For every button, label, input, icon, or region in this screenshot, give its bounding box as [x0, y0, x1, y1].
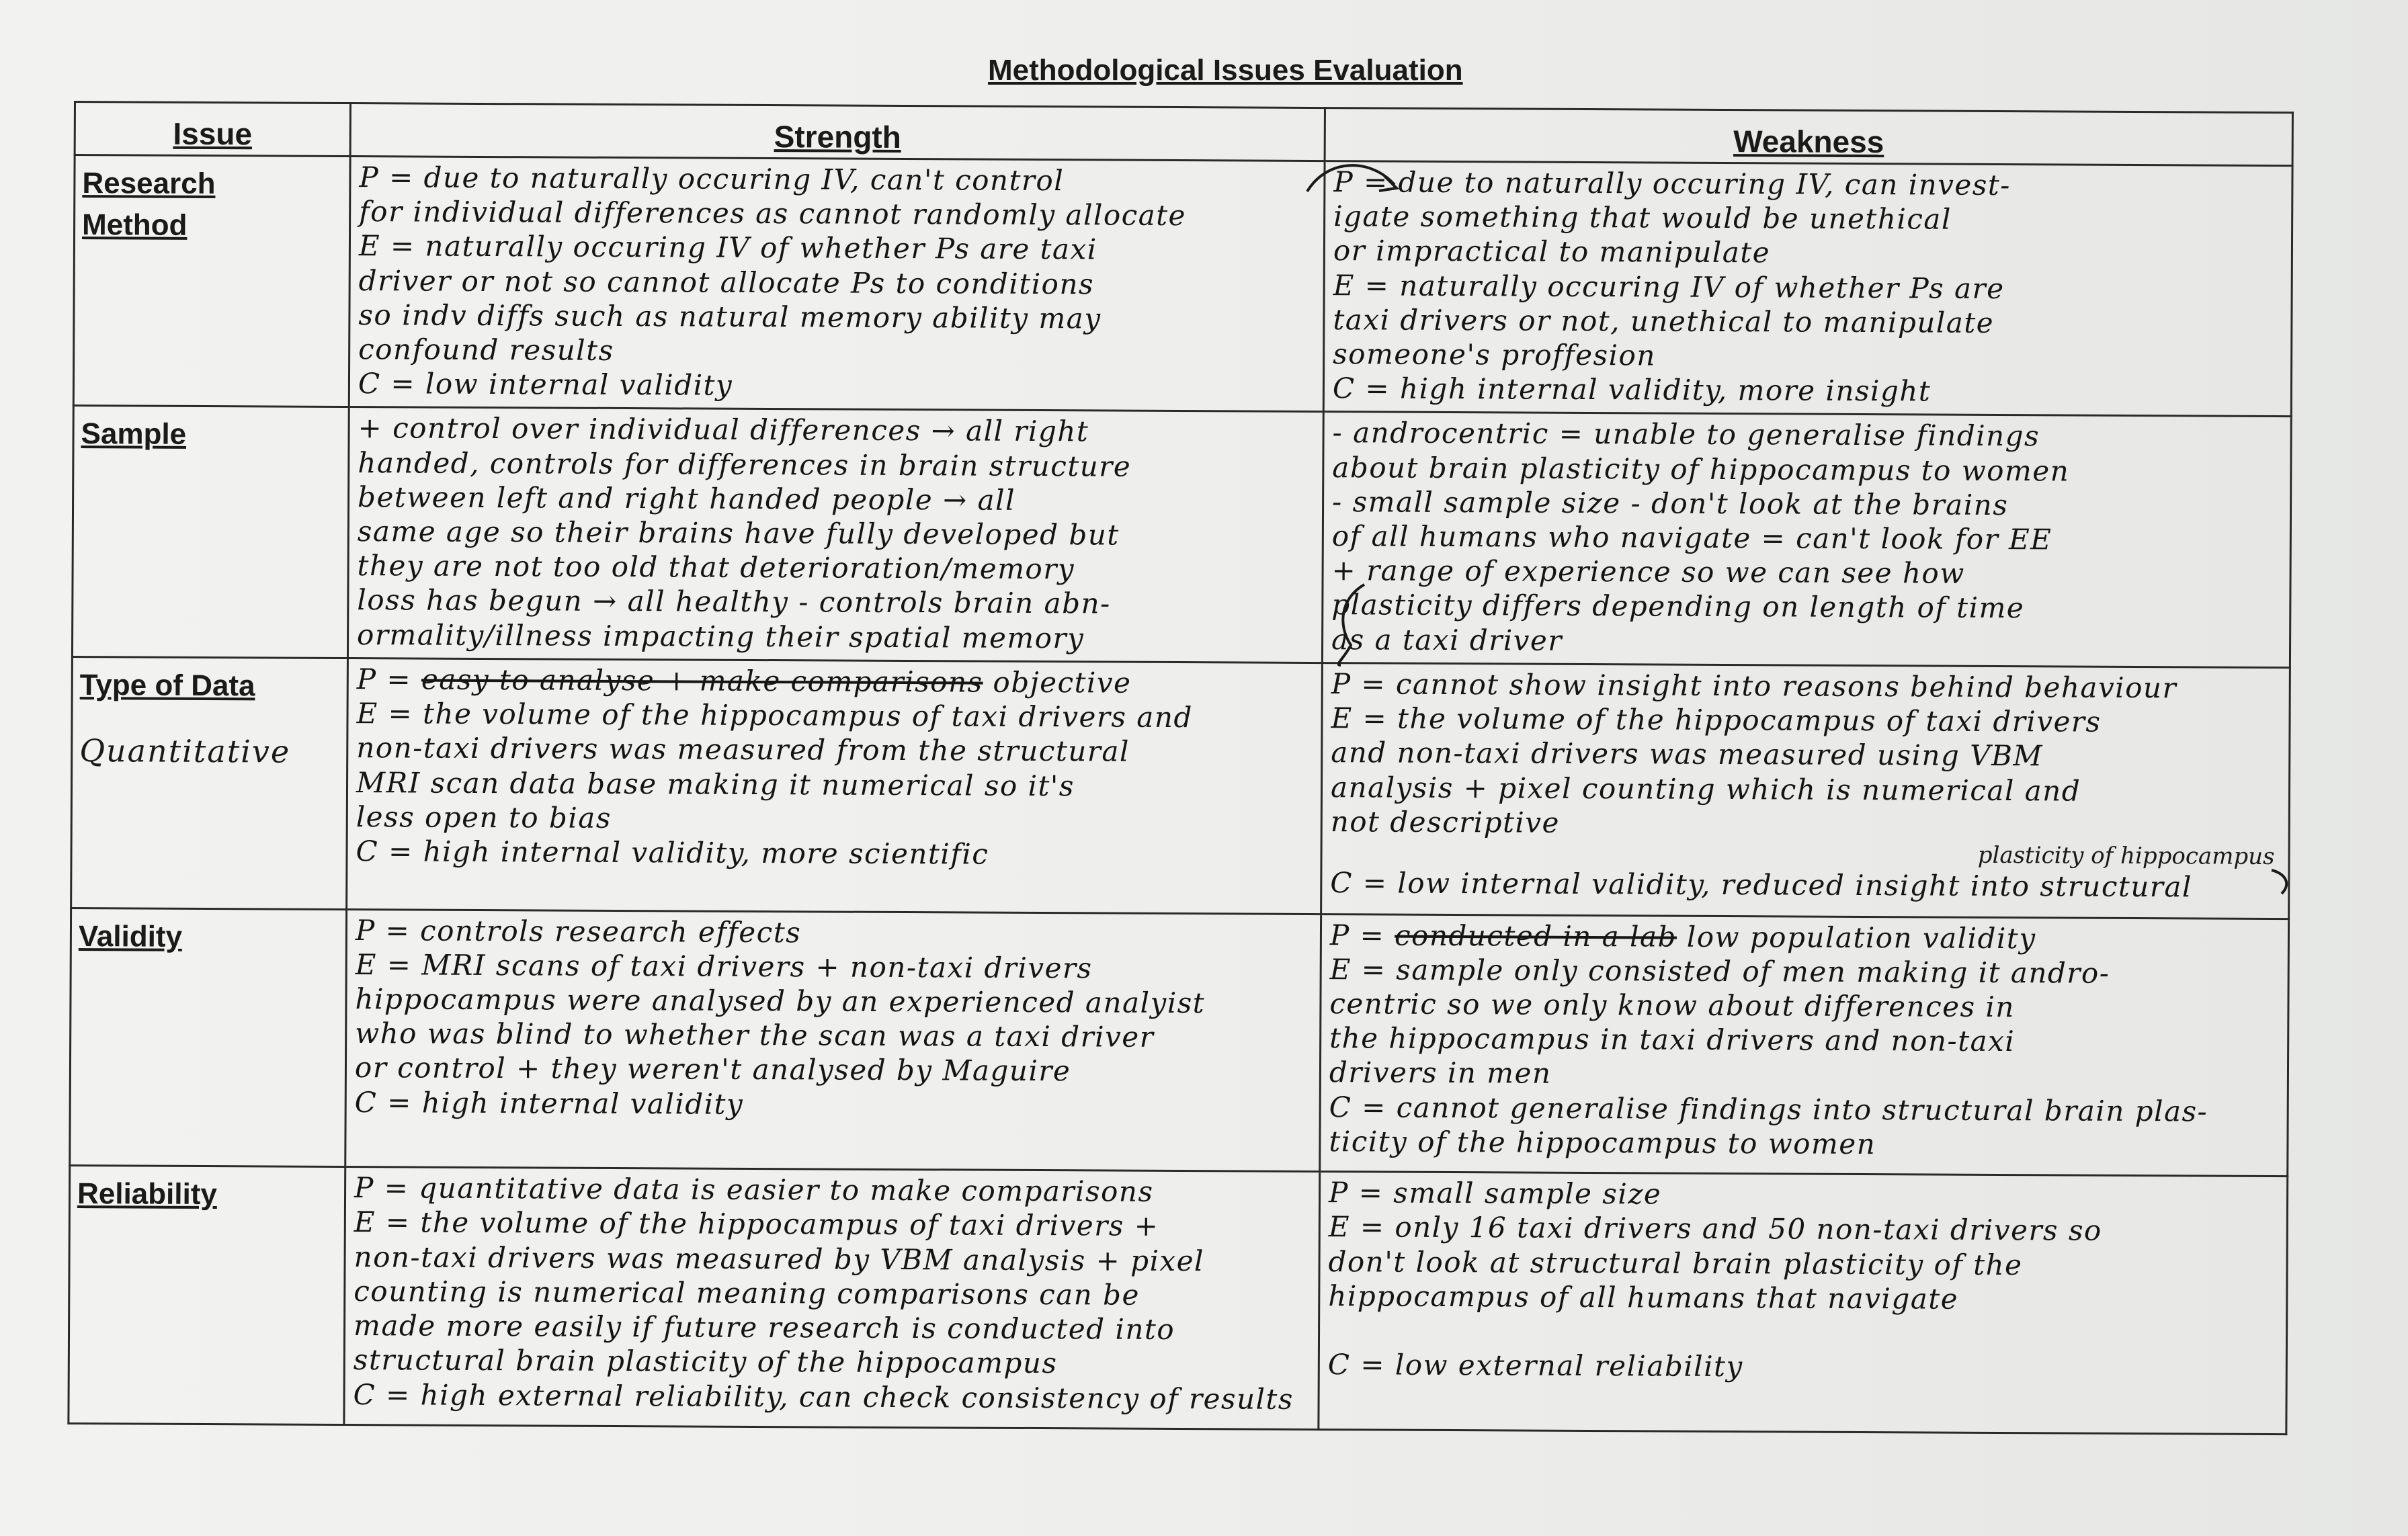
- weakness-text: P = small sample size E = only 16 taxi drivers and 50 non-taxi drivers so don't look at structural brain plasticity of the hippocampus of all humans that navigate C = low external reliability: [1327, 1176, 2102, 1383]
- table-row: [69, 1166, 2288, 1435]
- weakness-cell: [1319, 1172, 2288, 1435]
- strength-text: + control over individual differences → all right handed, controls for differences in brain structure between left and right handed people → all same age so their brains have fully developed but they are not too old that deterioration/memory loss has begun → all healthy - controls brain abn- ormality/illness impacting their spatial memory: [357, 411, 1132, 655]
- table-row: [71, 656, 2290, 919]
- issue-cell: [73, 155, 350, 407]
- weakness-conclusion: C = low internal validity, reduced insight into structural: [1330, 866, 2193, 904]
- weakness-text: P = cannot show insight into reasons behind behaviour E = the volume of the hippocampus of taxi drivers and non-taxi drivers was measured using VBM analysis + pixel counting which is numerical and not descriptive: [1330, 667, 2177, 839]
- strength-cell: [347, 407, 1323, 663]
- evaluation-table: [67, 101, 2294, 1435]
- issue-label: Type of Data: [79, 668, 255, 703]
- strength-text: P = controls research effects E = MRI scans of taxi drivers + non-taxi drivers hippocampus were analysed by an experienced analyist who was blind to whether the scan was a taxi driver or control + they weren't analysed by Maguire C = high internal validity: [354, 913, 1206, 1121]
- weakness-point-tail: low population validity: [1686, 920, 2036, 955]
- header-weakness: Weakness: [1325, 108, 2292, 166]
- table-row: [73, 155, 2292, 417]
- weakness-cell: [1321, 663, 2290, 919]
- issue-cell: [70, 908, 347, 1167]
- strength-cell: [349, 157, 1325, 412]
- strength-text: P = due to naturally occuring IV, can't control for individual differences as cannot randomly allocate E = naturally occuring IV of whether Ps are taxi driver or not so cannot allocate Ps to conditions so indv diffs such as natural memory ability may confound results C = low internal validity: [358, 161, 1187, 402]
- document-title: Methodological Issues Evaluation: [988, 54, 1463, 87]
- strength-cell: [347, 658, 1323, 914]
- strength-cell: [345, 909, 1321, 1172]
- strength-text: E = the volume of the hippocampus of taxi drivers and non-taxi drivers was measured from the structural MRI scan data base making it numerical so it's less open to bias C = high internal validity, more scientific: [356, 697, 1193, 871]
- weakness-cell: [1323, 161, 2292, 417]
- struck-text: easy to analyse + make comparisons: [421, 663, 983, 699]
- issue-cell: [69, 1166, 345, 1425]
- strength-text: P = quantitative data is easier to make comparisons E = the volume of the hippocampus of taxi drivers + non-taxi drivers was measured by VBM analysis + pixel counting is numerical meaning comparisons can be made more easily if future research is conducted into structural brain plasticity of the hippocampus C = high external reliability, can check consistency of results: [353, 1171, 1294, 1416]
- issue-label: Research Method: [81, 167, 216, 242]
- header-issue: Issue: [75, 102, 350, 157]
- weakness-text: - androcentric = unable to generalise findings about brain plasticity of hippocampus to women - small sample size - don't look at the brains of all humans who navigate = can't look for EE + range of experience so we can see how plasticity differs depending on length of time as a taxi driver: [1331, 416, 2070, 657]
- issue-label: Validity: [78, 919, 183, 953]
- data-type-note: Quantitative: [79, 732, 291, 771]
- weakness-cell: [1322, 412, 2291, 668]
- struck-text: conducted in a lab: [1394, 919, 1677, 953]
- weakness-annotation: plasticity of hippocampus: [1977, 841, 2275, 871]
- weakness-point: P = conducted in a lab low population validity: [1329, 918, 2036, 955]
- table-row: [72, 406, 2291, 668]
- issue-label: Sample: [81, 417, 187, 452]
- strength-point: P = easy to analyse + make comparisons objective: [356, 662, 1132, 699]
- strength-point-tail: objective: [993, 665, 1132, 699]
- strength-cell: [344, 1167, 1320, 1430]
- weakness-text: E = sample only consisted of men making it andro- centric so we only know about differences in the hippocampus in taxi drivers and non-taxi drivers in men C = cannot generalise findings into structural brain plas- ticity of the hippocampus to women: [1329, 952, 2208, 1161]
- issue-label: Reliability: [77, 1177, 218, 1211]
- issue-cell: [72, 406, 349, 658]
- weakness-text: P = due to naturally occuring IV, can invest- igate something that would be unethical or impractical to manipulate E = naturally occuring IV of whether Ps are taxi drivers or not, unethical to manipulate someone's proffesion C = high internal validity, more insight: [1332, 165, 2011, 408]
- weakness-cell: [1320, 914, 2289, 1177]
- issue-cell: [71, 656, 348, 909]
- table-row: [70, 908, 2289, 1177]
- header-strength: Strength: [350, 103, 1325, 161]
